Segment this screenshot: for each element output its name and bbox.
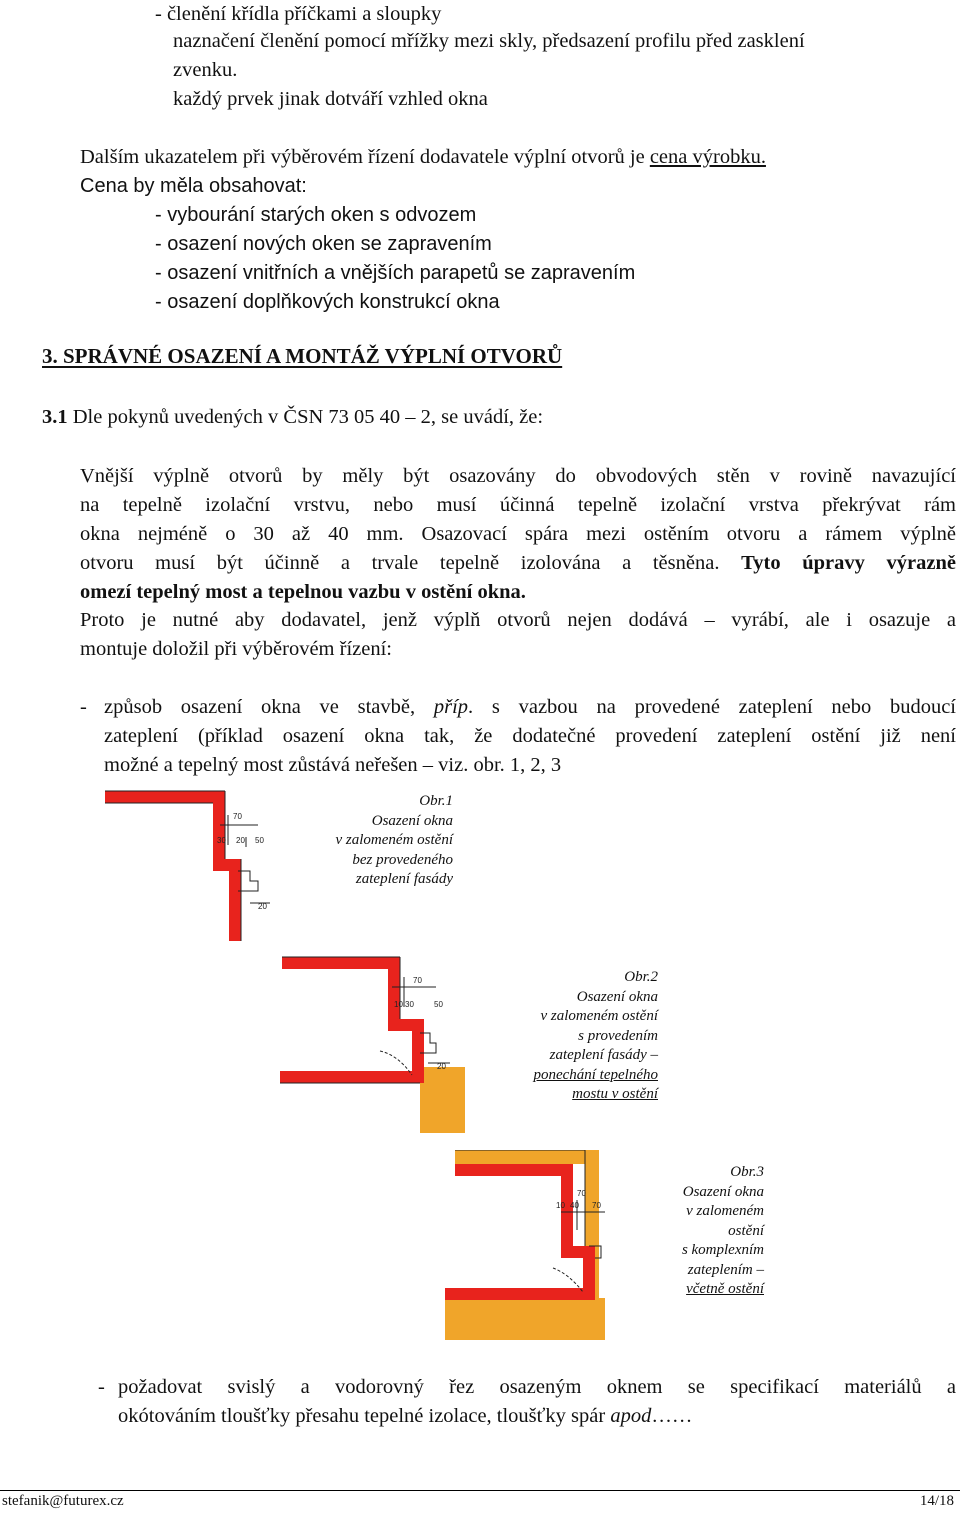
price-sentence-link: cena výrobku. bbox=[649, 146, 766, 168]
paragraph-line: Proto je nutné aby dodavatel, jenž výplň otvorů nejen dodává – vyrábí, ale i osazuje a bbox=[80, 609, 956, 631]
paragraph-line-bold-end: omezí tepelný most a tepelnou vazbu v ostění okna. bbox=[80, 581, 526, 603]
caption-line: zateplení fasády – bbox=[549, 1047, 658, 1063]
figure-1-dim: 20 bbox=[258, 902, 267, 911]
caption-line: s komplexním bbox=[681, 1242, 764, 1258]
bullet-text-italic: apod bbox=[610, 1405, 652, 1427]
bullet-text: okótováním tloušťky přesahu tepelné izolace, tloušťky spár bbox=[118, 1405, 611, 1427]
footer-rule bbox=[0, 1490, 960, 1491]
intro-line-3: zvenku. bbox=[173, 59, 238, 81]
figure-1-dim: 30 bbox=[217, 836, 226, 845]
price-item-1: - vybourání starých oken s odvozem bbox=[155, 204, 477, 226]
caption-line: Obr.3 bbox=[730, 1164, 764, 1180]
figure-3-dim: 10 bbox=[556, 1201, 565, 1210]
paragraph-norm bbox=[80, 462, 956, 607]
caption-line: Osazení okna bbox=[371, 812, 453, 829]
caption-line: včetně ostění bbox=[686, 1281, 764, 1297]
figure-1-dim: 50 bbox=[255, 836, 264, 845]
paragraph-line bbox=[80, 549, 956, 578]
caption-line: Osazení okna bbox=[682, 1183, 764, 1200]
figure-1-drawing bbox=[100, 785, 275, 945]
figure-2-dim: 50 bbox=[434, 1000, 443, 1009]
caption-line: ponechání tepelného bbox=[533, 1066, 658, 1083]
caption-line: bez provedeného bbox=[352, 851, 453, 868]
intro-line-1: - členění křídla příčkami a sloupky bbox=[155, 3, 442, 25]
bullet-dash: - bbox=[98, 1376, 105, 1398]
paragraph-line-bold: Tyto úpravy výrazně bbox=[741, 552, 956, 574]
figure-2-dim: 70 bbox=[413, 976, 422, 985]
paragraph-line: na tepelně izolační vrstvu, nebo musí účinná tepelně izolační vrstva překrývat rám bbox=[80, 494, 956, 516]
caption-line: Obr.2 bbox=[624, 969, 658, 985]
price-intro: Cena by měla obsahovat: bbox=[80, 175, 307, 197]
price-item-2: - osazení nových oken se zapravením bbox=[155, 233, 492, 255]
figure-3-dim: 70 bbox=[577, 1189, 586, 1198]
bullet-line: možné a tepelný most zůstává neřešen – viz. obr. 1, 2, 3 bbox=[104, 754, 562, 776]
subsection-number: 3.1 bbox=[42, 406, 68, 428]
paragraph-line-normal: otvoru musí být účinně a trvale tepelně izolována a těsněna. bbox=[80, 552, 742, 574]
bullet-text-italic: příp bbox=[433, 696, 469, 718]
figure-3-dim: 70 bbox=[592, 1201, 601, 1210]
caption-line: zateplením – bbox=[687, 1261, 764, 1278]
bullet-line bbox=[104, 693, 956, 722]
caption-line: v zalomeném bbox=[686, 1203, 764, 1219]
caption-line: Obr.1 bbox=[419, 793, 453, 809]
bullet-dash: - bbox=[80, 696, 87, 718]
figure-2-caption bbox=[500, 968, 658, 1105]
caption-line: ostění bbox=[728, 1222, 764, 1239]
paragraph-line: Vnější výplně otvorů by měly být osazovány do obvodových stěn v rovině navazující bbox=[80, 465, 956, 487]
figure-1-dim: 70 bbox=[233, 812, 242, 821]
figure-3-drawing bbox=[445, 1150, 610, 1342]
price-item-3: - osazení vnitřních a vnějších parapetů se zapravením bbox=[155, 262, 636, 284]
bullet-text: způsob osazení okna ve stavbě, bbox=[104, 696, 434, 718]
price-sentence-lead: Dalším ukazatelem při výběrovém řízení dodavatele výplní otvorů je bbox=[80, 146, 650, 168]
paragraph-supplier bbox=[80, 606, 956, 664]
bullet-text: …… bbox=[651, 1405, 693, 1427]
section-heading: 3. SPRÁVNÉ OSAZENÍ A MONTÁŽ VÝPLNÍ OTVORŮ bbox=[42, 344, 563, 368]
intro-line-4: každý prvek jinak dotváří vzhled okna bbox=[173, 88, 488, 110]
figure-2-drawing bbox=[280, 955, 465, 1133]
price-sentence bbox=[80, 143, 766, 172]
caption-line: zateplení fasády bbox=[355, 871, 453, 887]
price-item-4: - osazení doplňkových konstrukcí okna bbox=[155, 291, 500, 313]
caption-line: v zalomeném ostění bbox=[335, 832, 453, 848]
figure-3-caption bbox=[640, 1163, 764, 1300]
bullet-item-section-drawing bbox=[118, 1373, 956, 1431]
caption-line: v zalomeném ostění bbox=[540, 1008, 658, 1024]
figure-2-dim: 20 bbox=[437, 1062, 446, 1071]
bullet-line bbox=[118, 1402, 956, 1431]
caption-line: s provedením bbox=[578, 1027, 658, 1044]
bullet-line: požadovat svislý a vodorovný řez osazeným oknem se specifikací materiálů a bbox=[118, 1376, 956, 1398]
figure-1-caption bbox=[300, 792, 453, 890]
figure-1-dim: 20 bbox=[236, 836, 245, 845]
paragraph-line: montuje doložil při výběrovém řízení: bbox=[80, 638, 392, 660]
caption-line: Osazení okna bbox=[576, 988, 658, 1005]
figure-2-dim: 30 bbox=[405, 1000, 414, 1009]
figure-3-dim: 40 bbox=[570, 1201, 579, 1210]
bullet-item-mounting bbox=[104, 693, 956, 780]
paragraph-line: okna nejméně o 30 až 40 mm. Osazovací spára mezi ostěním otvoru a rámem výplně bbox=[80, 523, 956, 545]
subsection-text: Dle pokynů uvedených v ČSN 73 05 40 – 2, se uvádí, že: bbox=[67, 406, 544, 428]
bullet-line: zateplení (příklad osazení okna tak, že dodatečné provedení zateplení ostění již není bbox=[104, 725, 956, 747]
caption-line: mostu v ostění bbox=[572, 1086, 658, 1102]
subsection bbox=[42, 403, 543, 432]
intro-line-2: naznačení členění pomocí mřížky mezi skly, předsazení profilu před zasklení bbox=[173, 30, 805, 52]
footer-email[interactable]: stefanik@futurex.cz bbox=[2, 1493, 124, 1509]
figure-2-dim: 10 bbox=[394, 1000, 403, 1009]
page-number: 14/18 bbox=[919, 1493, 954, 1509]
bullet-text: . s vazbou na provedené zateplení nebo budoucí bbox=[468, 696, 956, 718]
